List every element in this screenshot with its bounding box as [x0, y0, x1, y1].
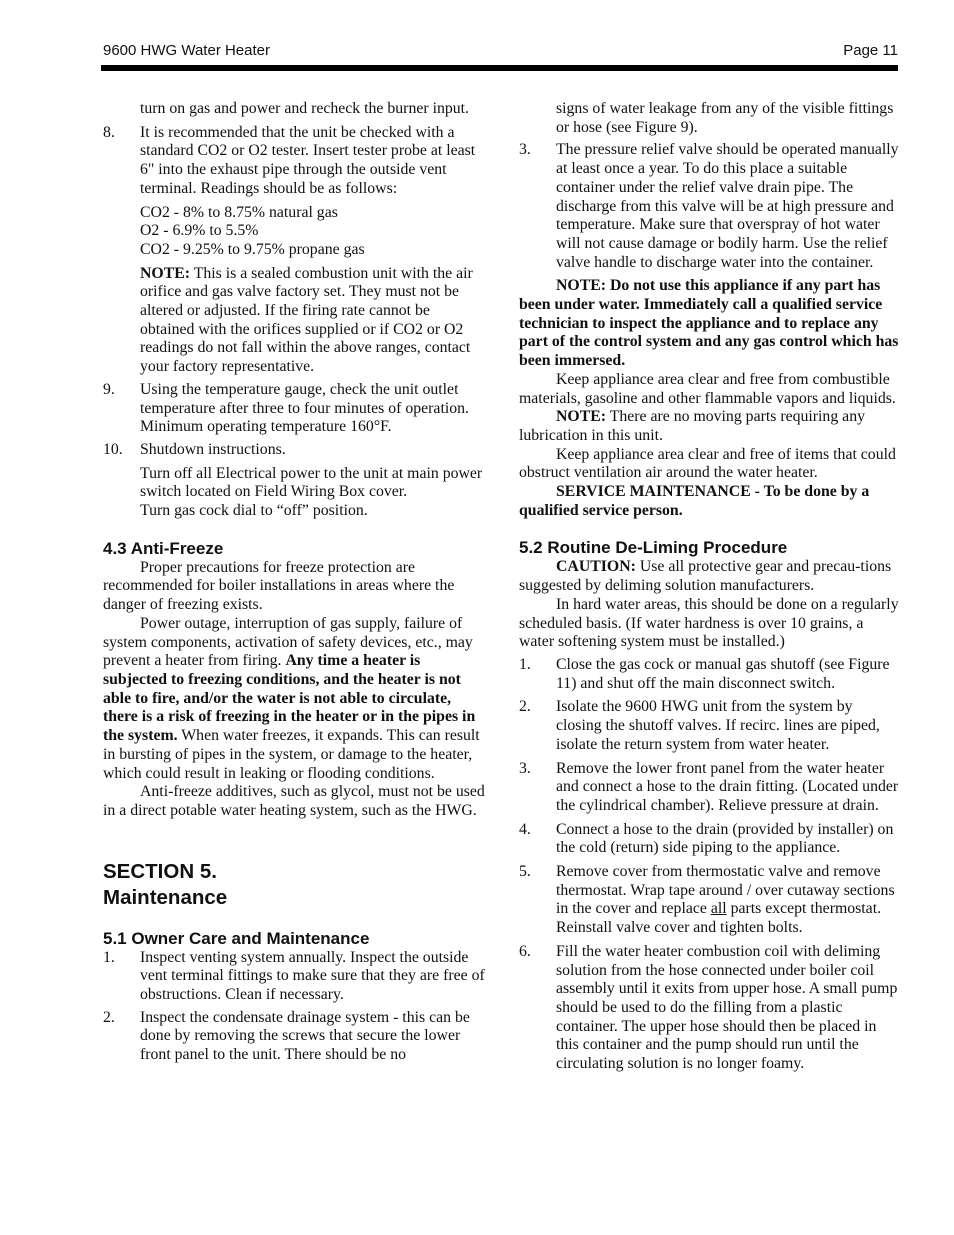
de-liming-step-5 — [519, 863, 899, 938]
item7-continuation: turn on gas and power and recheck the burner input. — [140, 100, 469, 117]
list-text: Isolate the 9600 HWG unit from the system by closing the shutoff valves. If recirc. lines are piped, isolate the return system from water heater. — [556, 698, 880, 753]
water-damage-warning: NOTE: Do not use this appliance if any part has been under water. Immediately call a qualified service technician to inspect the appliance and to replace any part of the control system and any gas control which has been immersed. — [519, 277, 899, 370]
note-label: NOTE: — [140, 264, 191, 282]
list-text: Shutdown instructions. — [140, 440, 286, 458]
service-maintenance-note: SERVICE MAINTENANCE - To be done by a qualified service person. — [519, 483, 870, 519]
list-number: 2. — [103, 1008, 115, 1026]
paragraph-text: Power outage, interruption of gas supply, failure of system components, activation of safety devices, etc., may prevent a heater from firing. — [103, 614, 473, 670]
list-text: Connect a hose to the drain (provided by installer) on the cold (return) side piping to the appliance. — [556, 820, 894, 857]
hard-water-paragraph: In hard water areas, this should be done on a regularly scheduled basis. (If water hardness is over 10 grains, a water softening system must be installed.) — [519, 595, 899, 651]
list-text: Using the temperature gauge, check the unit outlet temperature after three to four minutes of operation. Minimum operating temperature 160°F. — [140, 380, 469, 436]
list-item-9 — [103, 381, 485, 437]
shutdown-step-power: Turn off all Electrical power to the unit at main power switch located on Field Wiring Box cover. — [140, 464, 483, 501]
reading-line: O2 - 6.9% to 5.5% — [140, 222, 259, 240]
step-text: Remove cover from thermostatic valve and remove thermostat. Wrap tape around / over cutaway sections in the cover and replace — [556, 863, 895, 918]
de-liming-step-3 — [519, 760, 899, 816]
caution-label: CAUTION: — [556, 558, 636, 576]
de-liming-step-2 — [519, 698, 899, 754]
list-item-10 — [103, 441, 485, 460]
list-text: Close the gas cock or manual gas shutoff (see Figure 11) and shut off the main disconnect switch. — [556, 655, 890, 692]
section-name: Maintenance — [103, 885, 228, 909]
anti-freeze-paragraph-3: Anti-freeze additives, such as glycol, must not be used in a direct potable water heating system, such as the HWG. — [103, 783, 485, 819]
section-number: SECTION 5. — [103, 859, 217, 883]
shutdown-step-gas: Turn gas cock dial to “off” position. — [140, 502, 368, 520]
list-text: Remove the lower front panel from the water heater and connect a hose to the drain fitting. (Located under the cylindrical chamber). Relieve pressure at drain. — [556, 759, 899, 814]
list-text: Fill the water heater combustion coil with deliming solution from the hose connected under boiler coil assembly until it exits from upper hose. A small pump should be used to do the filling from a plastic container. The upper hose should then be placed in this container and the pump should run until the circulating solution is no longer foamy. — [556, 942, 898, 1073]
reading-line: CO2 - 8% to 8.75% natural gas — [140, 203, 338, 221]
header-rule — [101, 65, 898, 71]
list-number: 3. — [519, 141, 531, 159]
freeze-warning-bold: Any time a heater is subjected to freezing conditions, and the heater is not able to fire, and/or the water is not able to circulate, there is a risk of freezing in the heater or in the pipes in the system. — [103, 652, 476, 745]
list-number: 2. — [519, 698, 531, 716]
anti-freeze-paragraph-1: Proper precautions for freeze protection are recommended for boiler installations in areas where the danger of freezing exists. — [103, 558, 455, 614]
page-header — [103, 42, 898, 62]
paragraph-text: When water freezes, it expands. This can result in bursting of pipes in the system, or damage to the heater, which could result in leaking or flooding conditions. — [103, 727, 480, 782]
list-number: 6. — [519, 942, 531, 960]
sealed-unit-note — [103, 265, 485, 377]
note-text: There are no moving parts requiring any lubrication in this unit. — [519, 408, 865, 444]
list-text: It is recommended that the unit be checked with a standard CO2 or O2 tester. Insert tester probe at least 6" into the exhaust pipe through the outside vent terminal. Readings should be as follows: — [140, 123, 476, 197]
de-liming-step-6 — [519, 943, 899, 1074]
list-number: 9. — [103, 380, 115, 398]
list-number: 8. — [103, 123, 115, 141]
owner-care-item-3 — [519, 141, 899, 272]
anti-freeze-paragraph-2 — [103, 615, 485, 783]
de-liming-step-1 — [519, 656, 899, 693]
section-heading-anti-freeze: 4.3 Anti-Freeze — [103, 538, 224, 558]
note-label: NOTE: — [556, 408, 607, 426]
list-number: 1. — [103, 948, 115, 966]
note-text: This is a sealed combustion unit with the air orifice and gas valve factory set. They must not be altered or adjusted. If the firing rate cannot be obtained with the orifices supplied or if CO2 or O2 readings do not fall within the above ranges, contact your factory representative. — [140, 264, 473, 376]
caution-text: Use all protective gear and precau-tions suggested by deliming solution manufacturers. — [519, 558, 892, 595]
owner-care-item-2 — [103, 1009, 485, 1065]
list-number: 4. — [519, 820, 531, 838]
caution-paragraph — [519, 558, 899, 595]
section-5-title — [103, 859, 485, 911]
de-liming-step-4 — [519, 821, 899, 858]
list-text: The pressure relief valve should be operated manually at least once a year. To do this place a suitable container under the relief valve drain pipe. The discharge from this valve will be at high pressure and temperature. Make sure that overspray of hot water will not cause damage or bodily harm. Use the relief valve handle to discharge water into the container. — [556, 141, 899, 271]
owner-care-item-1 — [103, 949, 485, 1005]
left-column — [103, 100, 485, 1065]
list-number: 5. — [519, 863, 531, 881]
list-number: 1. — [519, 655, 531, 673]
ventilation-paragraph: Keep appliance area clear and free of items that could obstruct ventilation air around the water heater. — [519, 445, 896, 482]
reading-line: CO2 - 9.25% to 9.75% propane gas — [140, 240, 365, 258]
right-column — [519, 100, 899, 1074]
page-number: Page 11 — [843, 42, 898, 59]
owner-care-item-2-continuation: signs of water leakage from any of the visible fittings or hose (see Figure 9). — [556, 100, 894, 136]
step-text: parts except thermostat. Reinstall valve cover and tighten bolts. — [556, 900, 882, 937]
list-item-8 — [103, 124, 485, 199]
underlined-word: all — [710, 900, 727, 918]
document-title: 9600 HWG Water Heater — [103, 42, 270, 59]
list-number: 3. — [519, 759, 531, 777]
section-heading-owner-care: 5.1 Owner Care and Maintenance — [103, 928, 370, 948]
section-heading-de-liming: 5.2 Routine De-Liming Procedure — [519, 538, 788, 558]
list-text — [556, 863, 895, 936]
list-text: Inspect the condensate drainage system - this can be done by removing the screws that secure the lower front panel to the unit. There should be no — [140, 1008, 470, 1064]
readings-block — [103, 204, 485, 260]
no-moving-parts-note — [519, 408, 899, 445]
keep-area-clear-paragraph: Keep appliance area clear and free from combustible materials, gasoline and other flammable vapors and liquids. — [519, 370, 896, 407]
list-text: Inspect venting system annually. Inspect the outside vent terminal fittings to make sure that they are free of obstructions. Clean if necessary. — [140, 948, 485, 1004]
list-number: 10. — [103, 440, 123, 458]
